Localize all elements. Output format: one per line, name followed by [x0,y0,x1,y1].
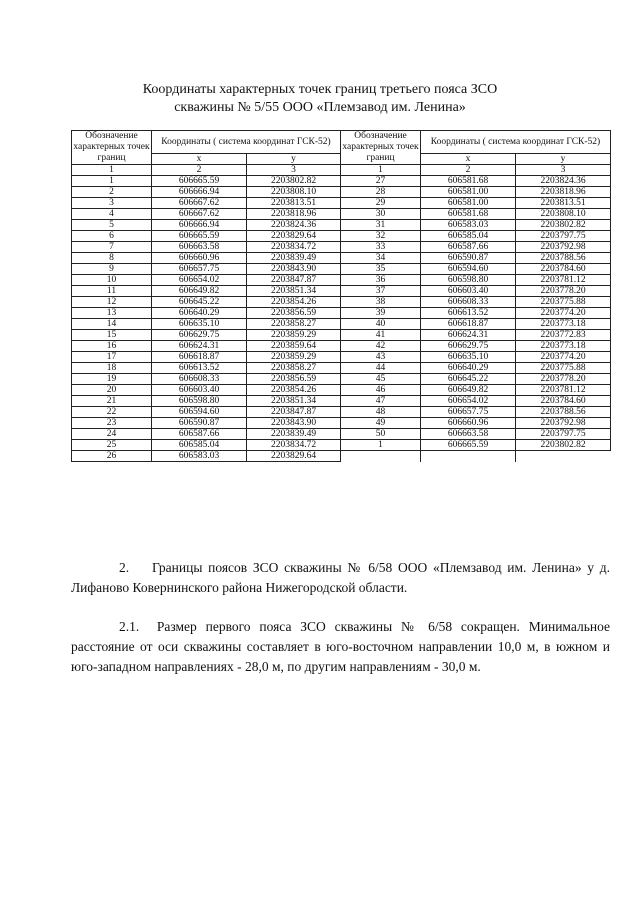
right-y-cell: 2203781.12 [516,385,611,396]
section-2-1-paragraph [71,617,610,677]
right-point-cell: 44 [341,363,421,374]
left-x-cell: 606587.66 [152,429,247,440]
right-point-cell: 29 [341,198,421,209]
right-point-cell: 38 [341,297,421,308]
section-2-number: 2. [119,560,130,575]
left-point-cell: 15 [72,330,152,341]
left-x-cell: 606666.94 [152,220,247,231]
left-x-cell: 606590.87 [152,418,247,429]
left-point-cell: 26 [72,451,152,462]
left-y-cell: 2203839.49 [247,253,341,264]
right-x-cell: 606613.52 [421,308,516,319]
left-y-cell: 2203802.82 [247,176,341,187]
right-point-cell: 33 [341,242,421,253]
left-point-cell: 12 [72,297,152,308]
coordinates-table-body [72,131,611,462]
left-point-cell: 13 [72,308,152,319]
right-x-cell: 606587.66 [421,242,516,253]
right-x-cell: 606635.10 [421,352,516,363]
right-point-cell: 42 [341,341,421,352]
left-y-cell: 2203854.26 [247,385,341,396]
right-point-cell: 49 [341,418,421,429]
header-point-right: Обозначение характерных точек границ [342,131,419,163]
left-y-cell: 2203813.51 [247,198,341,209]
right-y-cell: 2203808.10 [516,209,611,220]
right-x-cell: 606581.68 [421,176,516,187]
left-point-cell: 18 [72,363,152,374]
table-row [72,231,611,242]
left-x-cell: 606624.31 [152,341,247,352]
left-x-cell: 606618.87 [152,352,247,363]
table-row [72,440,611,451]
right-point-cell: 45 [341,374,421,385]
left-point-cell: 9 [72,264,152,275]
right-point-cell: 36 [341,275,421,286]
right-point-cell: 34 [341,253,421,264]
right-y-cell: 2203802.82 [516,220,611,231]
colnum-1-right: 1 [341,165,421,176]
coordinates-table [71,130,611,462]
left-point-cell: 17 [72,352,152,363]
left-point-cell: 4 [72,209,152,220]
right-x-cell: 606649.82 [421,385,516,396]
colnum-2-right: 2 [421,165,516,176]
table-row [72,407,611,418]
right-y-cell: 2203774.20 [516,308,611,319]
table-row [72,363,611,374]
table-row [72,319,611,330]
left-y-cell: 2203858.27 [247,319,341,330]
header-x-right: x [421,154,516,165]
table-row [72,242,611,253]
left-y-cell: 2203808.10 [247,187,341,198]
right-y-cell [516,451,611,462]
right-y-cell: 2203802.82 [516,440,611,451]
table-row [72,396,611,407]
section-2-text: Границы поясов ЗСО скважины № 6/58 ООО «Племзавод им. Ленина» у д. Лифаново Ковернинского района Нижегородской области. [71,560,610,595]
section-2-1-text: Размер первого пояса ЗСО скважины № 6/58 сокращен. Минимальное расстояние от оси скважины составляет в юго-восточном направлении 10,0 м, в южном и юго-западном направлениях - 28,0 м, по другим направлениям - 30,0 м. [71,619,611,674]
right-x-cell: 606590.87 [421,253,516,264]
left-point-cell: 11 [72,286,152,297]
left-x-cell: 606583.03 [152,451,247,462]
left-y-cell: 2203829.64 [247,231,341,242]
left-y-cell: 2203834.72 [247,440,341,451]
table-row [72,451,611,462]
table-row [72,209,611,220]
left-x-cell: 606594.60 [152,407,247,418]
left-x-cell: 606645.22 [152,297,247,308]
table-row [72,297,611,308]
right-x-cell: 606581.68 [421,209,516,220]
section-2-1-number: 2.1. [119,619,140,634]
right-point-cell [341,451,421,462]
right-x-cell: 606618.87 [421,319,516,330]
right-point-cell: 43 [341,352,421,363]
left-x-cell: 606635.10 [152,319,247,330]
left-point-cell: 14 [72,319,152,330]
right-point-cell: 41 [341,330,421,341]
right-x-cell: 606581.00 [421,198,516,209]
left-x-cell: 606665.59 [152,231,247,242]
left-x-cell: 606585.04 [152,440,247,451]
right-point-cell: 50 [341,429,421,440]
left-point-cell: 10 [72,275,152,286]
left-x-cell: 606629.75 [152,330,247,341]
left-y-cell: 2203843.90 [247,264,341,275]
left-x-cell: 606649.82 [152,286,247,297]
left-point-cell: 19 [72,374,152,385]
left-x-cell: 606640.29 [152,308,247,319]
right-y-cell: 2203781.12 [516,275,611,286]
left-y-cell: 2203859.29 [247,330,341,341]
right-x-cell: 606581.00 [421,187,516,198]
right-y-cell: 2203772.83 [516,330,611,341]
right-y-cell: 2203775.88 [516,297,611,308]
colnum-1-left: 1 [72,165,152,176]
table-row [72,220,611,231]
right-point-cell: 27 [341,176,421,187]
right-x-cell: 606645.22 [421,374,516,385]
left-y-cell: 2203847.87 [247,275,341,286]
table-row [72,308,611,319]
left-point-cell: 3 [72,198,152,209]
left-y-cell: 2203818.96 [247,209,341,220]
left-point-cell: 7 [72,242,152,253]
right-point-cell: 37 [341,286,421,297]
left-point-cell: 21 [72,396,152,407]
right-x-cell: 606585.04 [421,231,516,242]
right-y-cell: 2203818.96 [516,187,611,198]
left-y-cell: 2203834.72 [247,242,341,253]
header-x-left: x [152,154,247,165]
left-y-cell: 2203854.26 [247,297,341,308]
right-y-cell: 2203797.75 [516,429,611,440]
left-y-cell: 2203824.36 [247,220,341,231]
left-point-cell: 22 [72,407,152,418]
left-x-cell: 606660.96 [152,253,247,264]
right-point-cell: 35 [341,264,421,275]
right-point-cell: 40 [341,319,421,330]
left-y-cell: 2203851.34 [247,396,341,407]
left-y-cell: 2203858.27 [247,363,341,374]
header-coords-right: Координаты ( система координат ГСК-52) [421,131,611,154]
table-row [72,429,611,440]
right-y-cell: 2203824.36 [516,176,611,187]
left-x-cell: 606666.94 [152,187,247,198]
right-point-cell: 31 [341,220,421,231]
left-point-cell: 16 [72,341,152,352]
right-y-cell: 2203778.20 [516,286,611,297]
left-x-cell: 606613.52 [152,363,247,374]
table-row [72,253,611,264]
left-point-cell: 6 [72,231,152,242]
right-point-cell: 30 [341,209,421,220]
section-2-paragraph [71,558,610,598]
right-y-cell: 2203788.56 [516,407,611,418]
table-header-row [72,131,611,154]
right-x-cell: 606598.80 [421,275,516,286]
left-point-cell: 23 [72,418,152,429]
table-row [72,330,611,341]
left-y-cell: 2203829.64 [247,451,341,462]
left-point-cell: 24 [72,429,152,440]
header-y-left: y [247,154,341,165]
header-point-left: Обозначение характерных точек границ [73,131,150,163]
left-x-cell: 606663.58 [152,242,247,253]
colnum-3-left: 3 [247,165,341,176]
header-y-right: y [516,154,611,165]
table-row [72,385,611,396]
table-row [72,176,611,187]
right-y-cell: 2203792.98 [516,242,611,253]
table-row [72,264,611,275]
table-row [72,418,611,429]
colnum-3-right: 3 [516,165,611,176]
document-title-line1: Координаты характерных точек границ третьего пояса ЗСО [142,82,498,97]
left-point-cell: 2 [72,187,152,198]
right-x-cell: 606665.59 [421,440,516,451]
left-y-cell: 2203851.34 [247,286,341,297]
table-row [72,352,611,363]
right-x-cell: 606583.03 [421,220,516,231]
right-x-cell: 606594.60 [421,264,516,275]
right-y-cell: 2203773.18 [516,341,611,352]
left-y-cell: 2203847.87 [247,407,341,418]
right-y-cell: 2203792.98 [516,418,611,429]
right-y-cell: 2203788.56 [516,253,611,264]
left-y-cell: 2203856.59 [247,374,341,385]
left-point-cell: 5 [72,220,152,231]
right-x-cell: 606654.02 [421,396,516,407]
left-point-cell: 1 [72,176,152,187]
right-y-cell: 2203784.60 [516,396,611,407]
table-row [72,341,611,352]
right-x-cell: 606640.29 [421,363,516,374]
table-row [72,286,611,297]
left-y-cell: 2203856.59 [247,308,341,319]
right-point-cell: 39 [341,308,421,319]
left-point-cell: 25 [72,440,152,451]
right-x-cell: 606660.96 [421,418,516,429]
left-point-cell: 8 [72,253,152,264]
left-y-cell: 2203839.49 [247,429,341,440]
left-x-cell: 606608.33 [152,374,247,385]
right-x-cell: 606629.75 [421,341,516,352]
right-point-cell: 46 [341,385,421,396]
right-point-cell: 47 [341,396,421,407]
right-y-cell: 2203813.51 [516,198,611,209]
right-x-cell: 606624.31 [421,330,516,341]
right-x-cell: 606603.40 [421,286,516,297]
table-row [72,187,611,198]
table-row [72,374,611,385]
left-x-cell: 606657.75 [152,264,247,275]
colnum-2-left: 2 [152,165,247,176]
left-x-cell: 606667.62 [152,209,247,220]
right-x-cell: 606608.33 [421,297,516,308]
right-y-cell: 2203784.60 [516,264,611,275]
left-y-cell: 2203859.29 [247,352,341,363]
right-point-cell: 48 [341,407,421,418]
right-x-cell: 606663.58 [421,429,516,440]
right-x-cell: 606657.75 [421,407,516,418]
right-point-cell: 28 [341,187,421,198]
right-y-cell: 2203797.75 [516,231,611,242]
left-x-cell: 606667.62 [152,198,247,209]
left-x-cell: 606598.80 [152,396,247,407]
right-y-cell: 2203778.20 [516,374,611,385]
table-row [72,198,611,209]
left-x-cell: 606603.40 [152,385,247,396]
table-colnum-row [72,165,611,176]
right-x-cell [421,451,516,462]
right-point-cell: 32 [341,231,421,242]
left-x-cell: 606654.02 [152,275,247,286]
right-point-cell: 1 [341,440,421,451]
left-point-cell: 20 [72,385,152,396]
left-y-cell: 2203843.90 [247,418,341,429]
table-row [72,275,611,286]
header-coords-left: Координаты ( система координат ГСК-52) [152,131,341,154]
left-y-cell: 2203859.64 [247,341,341,352]
left-x-cell: 606665.59 [152,176,247,187]
right-y-cell: 2203773.18 [516,319,611,330]
document-title-line2: скважины № 5/55 ООО «Племзавод им. Ленина» [174,100,466,115]
right-y-cell: 2203775.88 [516,363,611,374]
right-y-cell: 2203774.20 [516,352,611,363]
